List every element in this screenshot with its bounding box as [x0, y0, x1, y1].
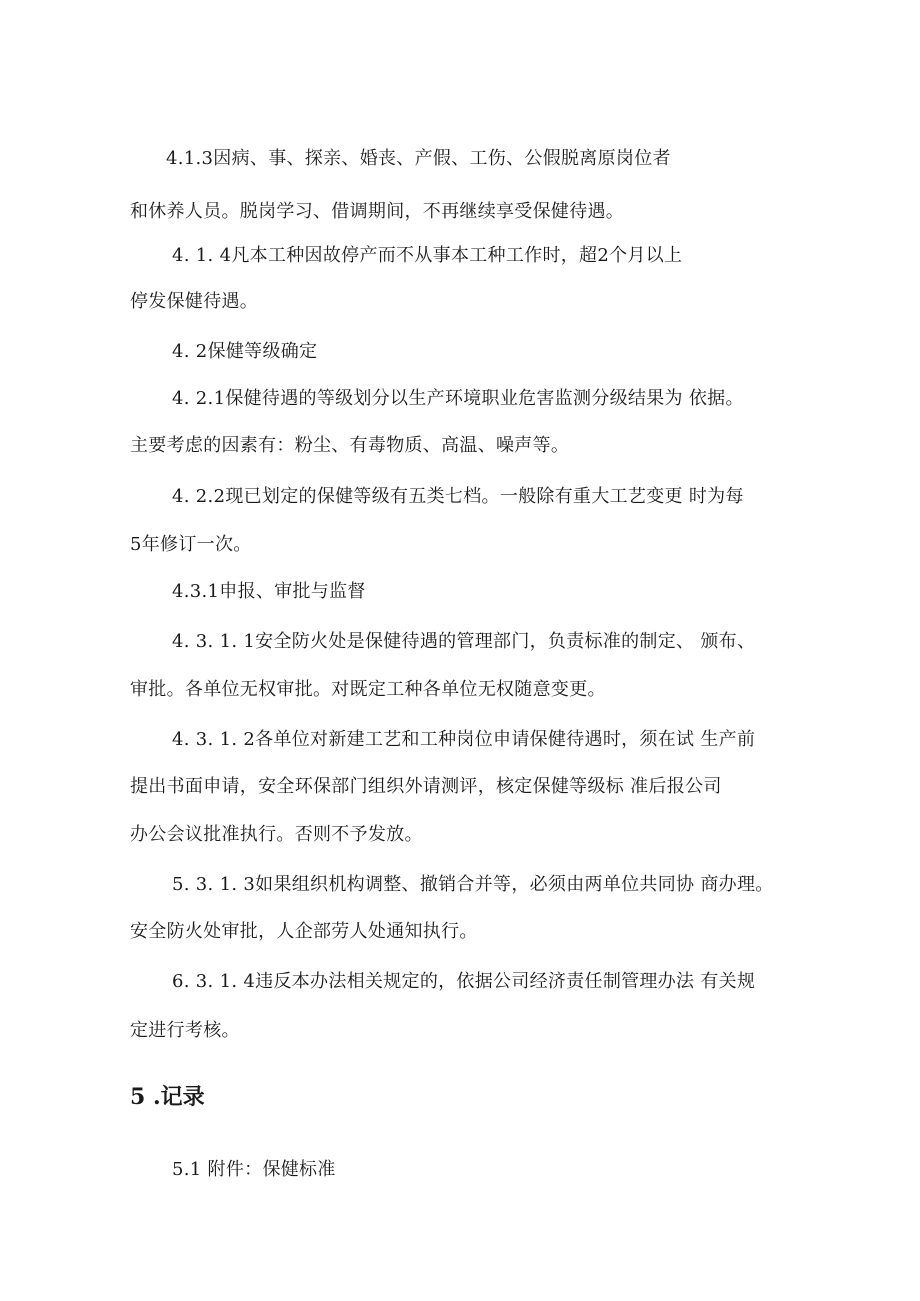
paragraph-line: 和休养人员。脱岗学习、借调期间，不再继续享受保健待遇。 — [130, 201, 625, 222]
paragraph-line: 4.1.3因病、事、探亲、婚丧、产假、工伤、公假脱离原岗位者 — [166, 148, 671, 169]
paragraph-line: 停发保健待遇。 — [130, 291, 259, 312]
paragraph-line: 6. 3. 1. 4违反本办法相关规定的，依据公司经济责任制管理办法 有关规 — [172, 971, 756, 992]
paragraph-line: 4. 2.2现已划定的保健等级有五类七档。一般除有重大工艺变更 时为每 — [172, 486, 744, 507]
paragraph-line: 4. 2.1保健待遇的等级划分以生产环境职业危害监测分级结果为 依据。 — [172, 388, 744, 409]
paragraph-line: 提出书面申请，安全环保部门组织外请测评，核定保健等级标 准后报公司 — [130, 776, 722, 797]
paragraph-line: 审批。各单位无权审批。对既定工种各单位无权随意变更。 — [130, 679, 606, 700]
subsection-title: 4. 2保健等级确定 — [172, 341, 318, 362]
paragraph-line: 4. 1. 4凡本工种因故停产而不从事本工种工作时，超2个月以上 — [172, 245, 683, 266]
subsection-title: 4.3.1申报、审批与监督 — [172, 581, 366, 602]
paragraph-line: 5. 3. 1. 3如果组织机构调整、撤销合并等，必须由两单位共同协 商办理。 — [172, 874, 774, 895]
paragraph-line: 5年修订一次。 — [130, 534, 252, 555]
paragraph-line: 定进行考核。 — [130, 1020, 240, 1041]
paragraph-line: 安全防火处审批，人企部劳人处通知执行。 — [130, 921, 478, 942]
section-heading: 5 .记录 — [130, 1084, 205, 1110]
paragraph-line: 4. 3. 1. 1安全防火处是保健待遇的管理部门，负责标准的制定、 颁布、 — [172, 631, 756, 652]
attachment-line: 5.1 附件：保健标准 — [172, 1159, 336, 1180]
paragraph-line: 主要考虑的因素有：粉尘、有毒物质、高温、噪声等。 — [130, 435, 570, 456]
paragraph-line: 4. 3. 1. 2各单位对新建工艺和工种岗位申请保健待遇时，须在试 生产前 — [172, 729, 756, 750]
paragraph-line: 办公会议批准执行。否则不予发放。 — [130, 824, 423, 845]
